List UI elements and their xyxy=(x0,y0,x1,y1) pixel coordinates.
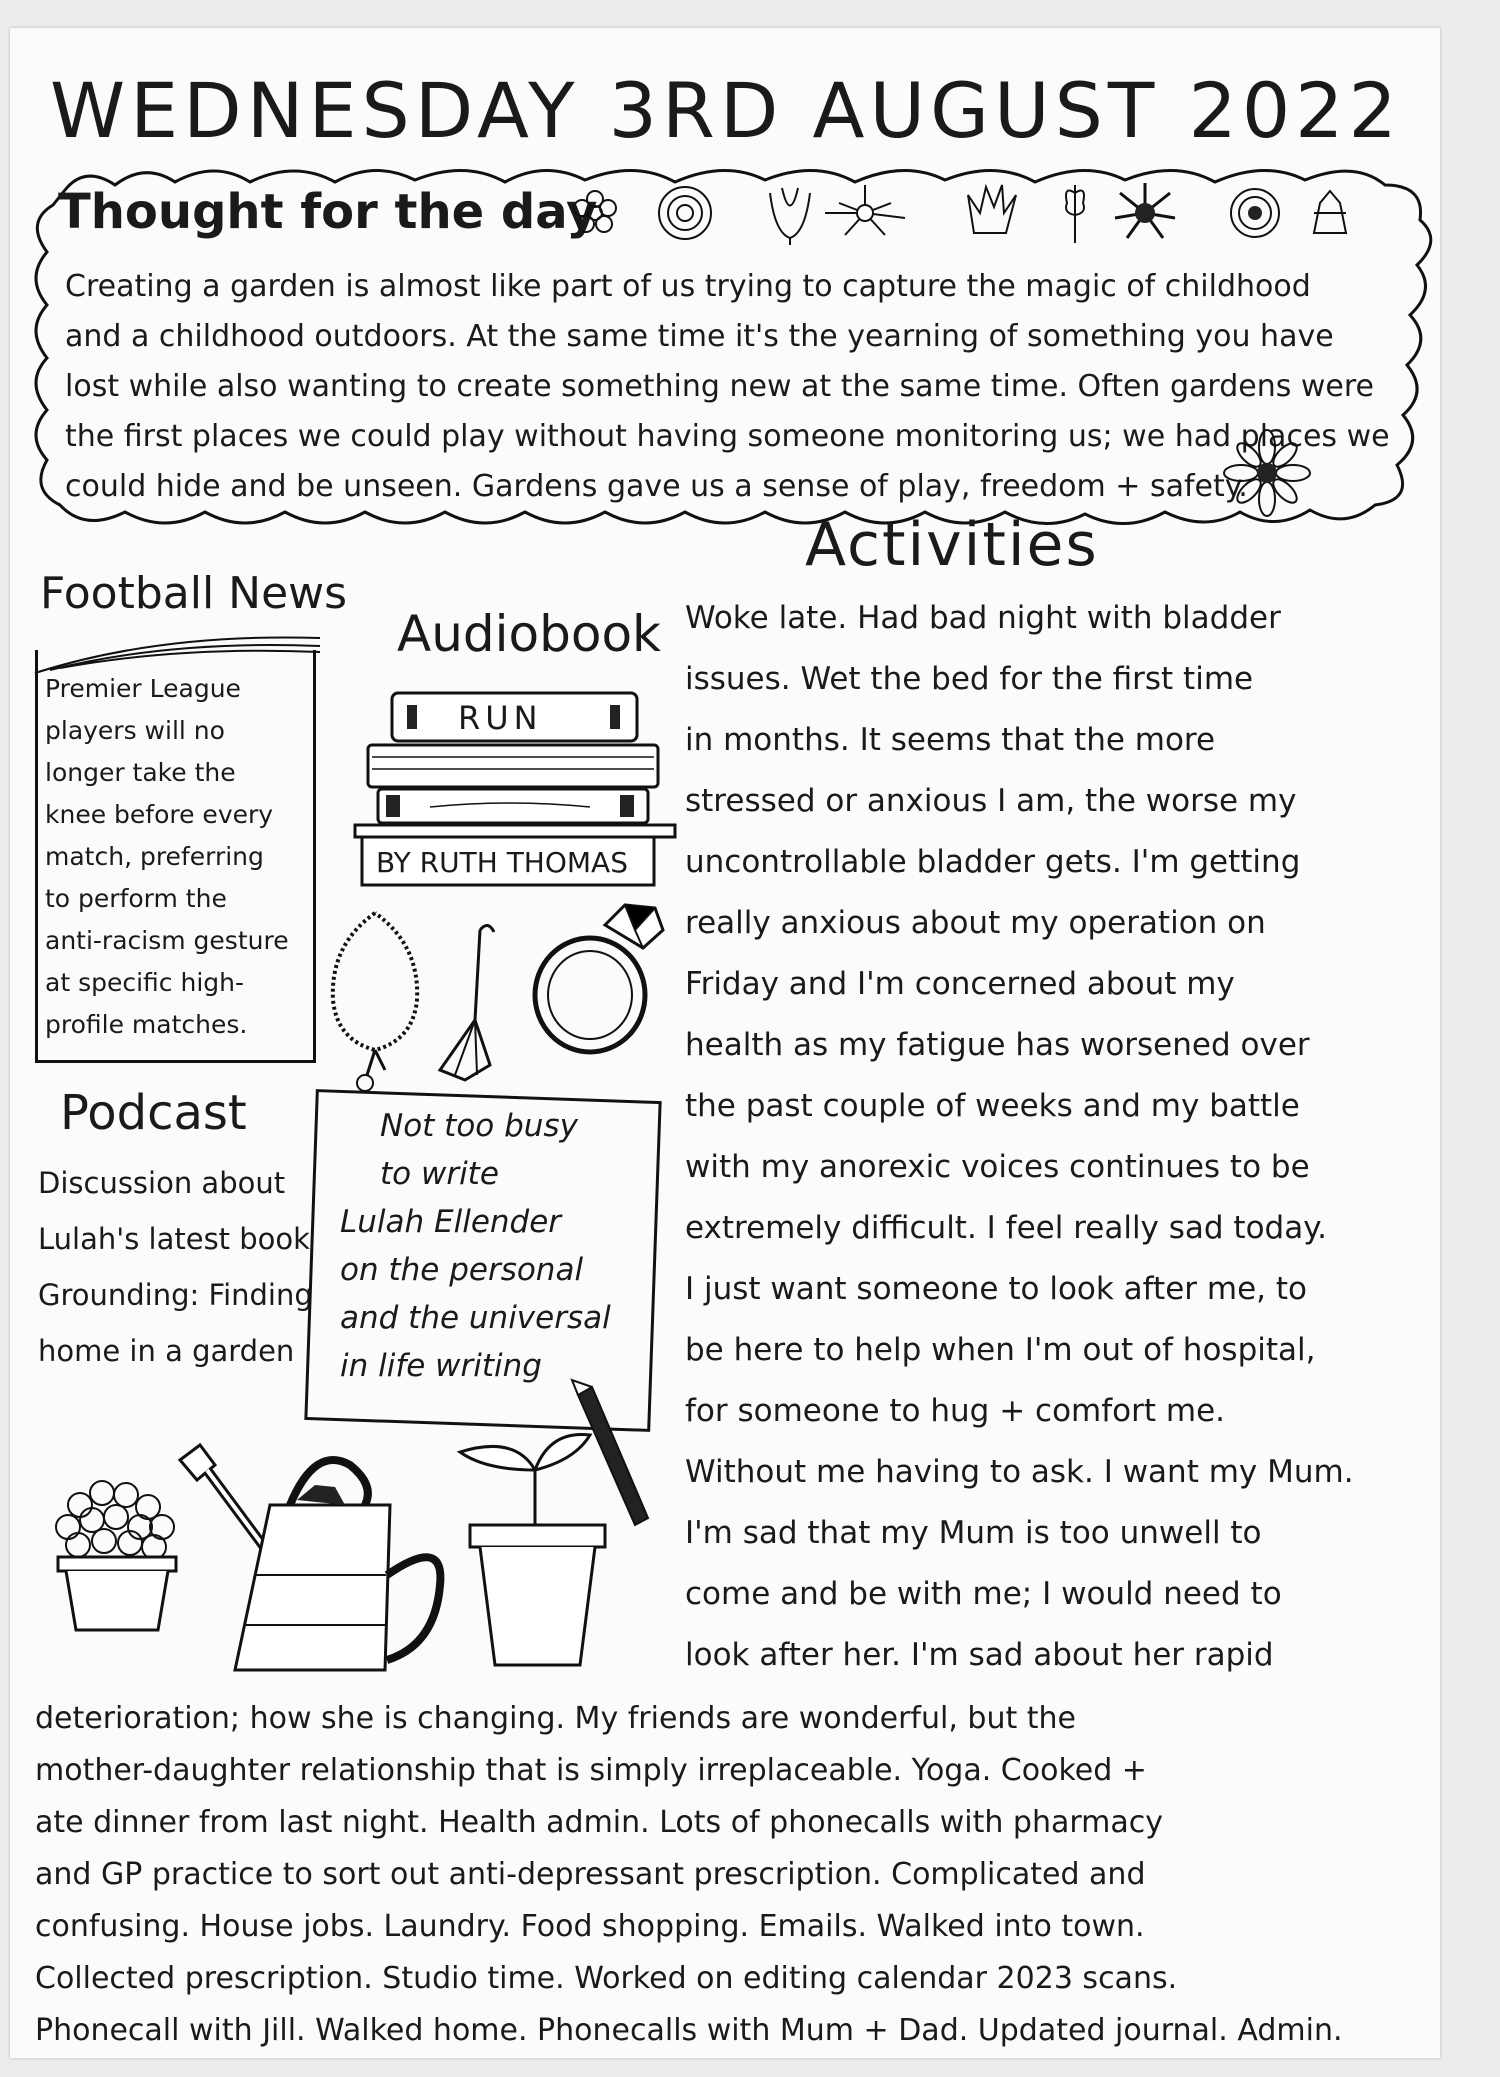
text-line: knee before every xyxy=(45,800,274,829)
text-line: and GP practice to sort out anti-depressant prescription. Complicated and xyxy=(35,1857,1146,1892)
flower-icon xyxy=(968,185,1016,233)
text-line: look after her. I'm sad about her rapid xyxy=(685,1637,1274,1673)
text-line: in months. It seems that the more xyxy=(685,722,1216,758)
text-line: at specific high- xyxy=(45,968,244,997)
leaf-icon xyxy=(1066,185,1084,243)
football-heading: Football News xyxy=(40,568,348,619)
text-line: to perform the xyxy=(45,884,227,913)
text-line: players will no xyxy=(45,716,225,745)
text-line: for someone to hug + comfort me. xyxy=(685,1393,1226,1429)
audiobook-heading: Audiobook xyxy=(397,605,661,663)
text-line: home in a garden xyxy=(38,1334,295,1368)
watering-can-icon xyxy=(175,1425,460,1675)
text-line: Collected prescription. Studio time. Worked on editing calendar 2023 scans. xyxy=(35,1961,1178,1996)
text-line: Phonecall with Jill. Walked home. Phonecalls with Mum + Dad. Updated journal. Admin. xyxy=(35,2013,1343,2048)
text-line: uncontrollable bladder gets. I'm getting xyxy=(685,844,1301,880)
daisy-icon xyxy=(1222,428,1312,518)
podcast-text xyxy=(38,1155,313,1379)
flower-icon xyxy=(1115,183,1175,238)
text-line: lost while also wanting to create something new at the same time. Often gardens were xyxy=(65,369,1375,404)
text-line: Without me having to ask. I want my Mum. xyxy=(685,1454,1354,1490)
text-line: mother-daughter relationship that is simply irreplaceable. Yoga. Cooked + xyxy=(35,1753,1147,1788)
text-line: ate dinner from last night. Health admin. Lots of phonecalls with pharmacy xyxy=(35,1805,1164,1840)
text-line: Premier League xyxy=(45,674,241,703)
book-author: BY RUTH THOMAS xyxy=(376,846,628,879)
text-line: Lulah Ellender xyxy=(340,1204,562,1240)
text-line: issues. Wet the bed for the first time xyxy=(685,661,1254,697)
text-line: anti-racism gesture xyxy=(45,926,289,955)
text-line: Lulah's latest book xyxy=(38,1222,310,1256)
necklace-icon xyxy=(325,905,425,1100)
flower-icon xyxy=(574,191,616,232)
activities-full-text xyxy=(35,1693,1455,2057)
flower-row xyxy=(565,178,1365,248)
book-title: RUN xyxy=(458,699,543,737)
activities-column-text xyxy=(685,588,1465,1686)
tulip-icon xyxy=(770,188,810,245)
text-line: Woke late. Had bad night with bladder xyxy=(685,600,1281,636)
text-line: I just want someone to look after me, to xyxy=(685,1271,1307,1307)
text-line: longer take the xyxy=(45,758,236,787)
text-line: could hide and be unseen. Gardens gave us a sense of play, freedom + safety. xyxy=(65,469,1248,504)
thought-heading: Thought for the day xyxy=(58,184,598,240)
text-line: the past couple of weeks and my battle xyxy=(685,1088,1300,1124)
text-line: health as my fatigue has worsened over xyxy=(685,1027,1310,1063)
text-line: with my anorexic voices continues to be xyxy=(685,1149,1310,1185)
text-line: to write xyxy=(380,1156,499,1192)
text-line: Grounding: Finding xyxy=(38,1278,313,1312)
text-line: be here to help when I'm out of hospital, xyxy=(685,1332,1316,1368)
thought-text xyxy=(65,262,1405,512)
text-line: profile matches. xyxy=(45,1010,248,1039)
text-line: Creating a garden is almost like part of us trying to capture the magic of childhood xyxy=(65,269,1311,304)
podcast-heading: Podcast xyxy=(60,1085,247,1141)
page-title: WEDNESDAY 3RD AUGUST 2022 xyxy=(50,66,1402,155)
flower-icon xyxy=(659,187,711,239)
text-line: really anxious about my operation on xyxy=(685,905,1266,941)
text-line: Friday and I'm concerned about my xyxy=(685,966,1235,1002)
seedling-pot-icon xyxy=(445,1430,625,1670)
text-line: and the universal xyxy=(340,1300,611,1336)
text-line: match, preferring xyxy=(45,842,264,871)
text-line: in life writing xyxy=(340,1348,542,1384)
text-line: the first places we could play without having someone monitoring us; we had places we xyxy=(65,419,1390,454)
ring-icon xyxy=(525,900,670,1060)
note-text xyxy=(340,1102,611,1390)
text-line: I'm sad that my Mum is too unwell to xyxy=(685,1515,1262,1551)
text-line: deterioration; how she is changing. My friends are wonderful, but the xyxy=(35,1701,1077,1736)
flower-icon xyxy=(1231,189,1279,237)
text-line: Discussion about xyxy=(38,1166,286,1200)
text-line: on the personal xyxy=(340,1252,584,1288)
umbrella-icon xyxy=(430,920,510,1090)
football-text xyxy=(45,668,289,1046)
activities-heading: Activities xyxy=(805,510,1099,580)
text-line: extremely difficult. I feel really sad today. xyxy=(685,1210,1328,1246)
text-line: stressed or anxious I am, the worse my xyxy=(685,783,1297,819)
flower-icon xyxy=(825,185,905,235)
text-line: Not too busy xyxy=(380,1108,578,1144)
text-line: confusing. House jobs. Laundry. Food shopping. Emails. Walked into town. xyxy=(35,1909,1145,1944)
text-line: and a childhood outdoors. At the same time it's the yearning of something you have xyxy=(65,319,1334,354)
flower-icon xyxy=(1314,191,1346,233)
text-line: come and be with me; I would need to xyxy=(685,1576,1282,1612)
